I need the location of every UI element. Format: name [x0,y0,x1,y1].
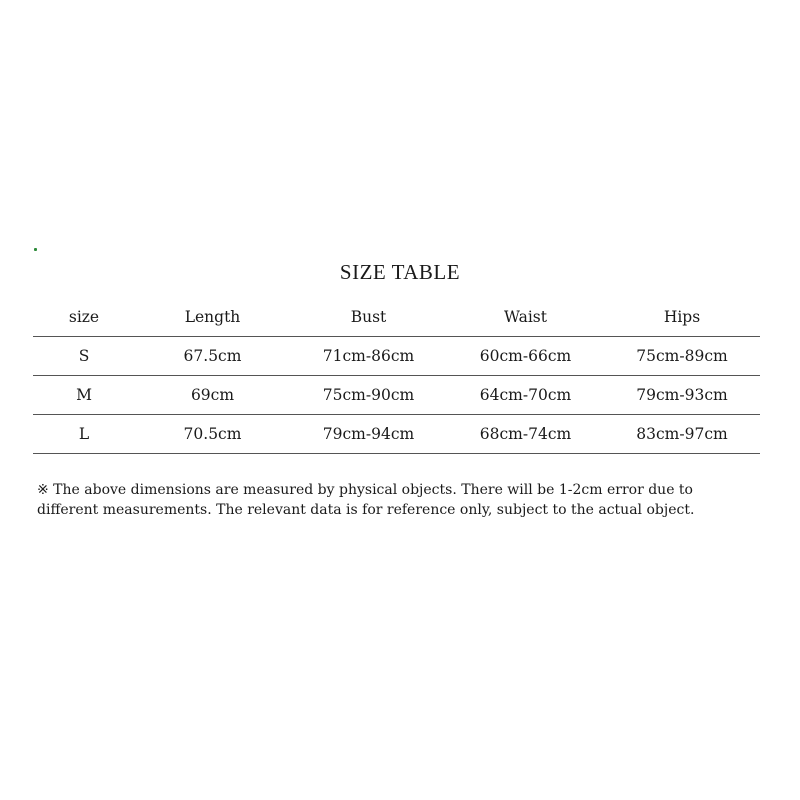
cell-bust: 79cm-94cm [322,425,415,443]
cell-waist: 68cm-74cm [479,425,572,443]
cell-size: L [78,425,90,443]
table-row [33,415,760,454]
column-header-waist: Waist [504,308,547,326]
cell-length: 70.5cm [183,425,242,443]
cell-length: 67.5cm [183,347,242,365]
cell-bust: 71cm-86cm [322,347,415,365]
cell-waist: 60cm-66cm [479,347,572,365]
table-row [33,337,760,376]
cell-hips: 83cm-97cm [636,425,728,443]
cell-size: M [76,386,92,404]
cell-hips: 75cm-89cm [636,347,728,365]
green-tick-mark [34,248,37,251]
cell-length: 69cm [190,386,235,404]
page-title: SIZE TABLE [339,260,461,284]
column-header-length: Length [184,308,241,326]
measurement-note: ※ The above dimensions are measured by physical objects. There will be 1-2cm error due to different measurements. The relevant data is for reference only, subject to the actual object. [37,482,695,518]
size-table [33,298,760,454]
cell-waist: 64cm-70cm [479,386,572,404]
table-header-row [33,298,760,337]
column-header-hips: Hips [663,308,701,326]
column-header-size: size [68,308,100,326]
cell-hips: 79cm-93cm [636,386,728,404]
table-row [33,376,760,415]
column-header-bust: Bust [350,308,387,326]
cell-bust: 75cm-90cm [322,386,415,404]
cell-size: S [78,347,90,365]
